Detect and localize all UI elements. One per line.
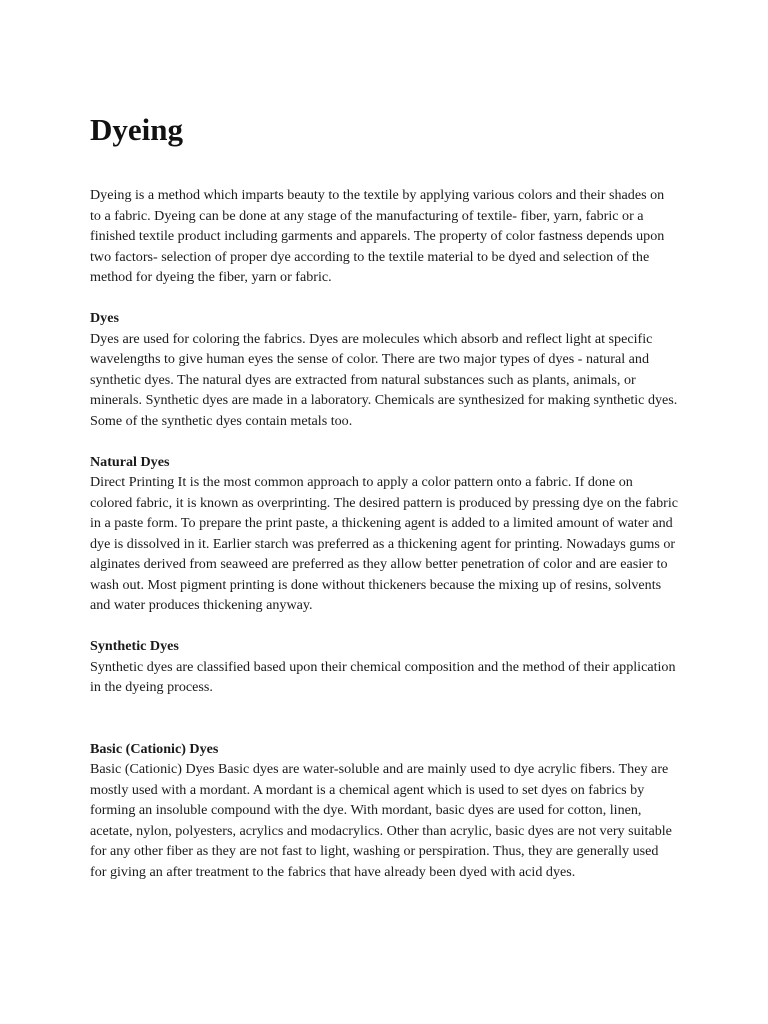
intro-paragraph: Dyeing is a method which imparts beauty to the textile by applying various colors and their shades on to a fabric. Dyeing can be done at any stage of the manufacturing of textile- fiber, yarn, fabric or a finished textile product including garments and apparels. The property of color fastness depends upon two factors- selection of proper dye according to the textile material to be dyed and selection of the method for dyeing the fiber, yarn or fabric. [90,187,665,285]
page-title: Dyeing [90,112,183,147]
section-synthetic-dyes [90,636,678,698]
section-natural-dyes [90,452,678,616]
section-body-natural-dyes: Direct Printing It is the most common approach to apply a color pattern onto a fabric. If done on colored fabric, it is known as overprinting. The desired pattern is produced by pressing dye on the fabric in a paste form. To prepare the print paste, a thickening agent is added to a limited amount of water and dye is dissolved in it. Earlier starch was preferred as a thickening agent for printing. Nowadays gums or alginates derived from seaweed are preferred as they allow better penetration of color and are easier to wash out. Most pigment printing is done without thickeners because the mixing up of resins, solvents and water produces thickening anyway. [90,474,678,613]
section-heading-natural-dyes: Natural Dyes [90,453,170,470]
section-dyes [90,308,678,431]
section-body-synthetic-dyes: Synthetic dyes are classified based upon their chemical composition and the method of their application in the dyeing process. [90,658,676,695]
section-heading-basic-cationic-dyes: Basic (Cationic) Dyes [90,740,219,757]
section-heading-synthetic-dyes: Synthetic Dyes [90,638,179,654]
section-body-dyes: Dyes are used for coloring the fabrics. Dyes are molecules which absorb and reflect light at specific wavelengths to give human eyes the sense of color. There are two major types of dyes - natural and synthetic dyes. The natural dyes are extracted from natural substances such as plants, animals, or minerals. Synthetic dyes are made in a laboratory. Chemicals are synthesized for making synthetic dyes. Some of the synthetic dyes contain metals too. [90,330,678,429]
section-body-basic-cationic-dyes: Basic (Cationic) Dyes Basic dyes are water-soluble and are mainly used to dye acrylic fibers. They are mostly used with a mordant. A mordant is a chemical agent which is used to set dyes on fabrics by forming an insoluble compound with the dye. With mordant, basic dyes are used for cotton, linen, acetate, nylon, polyesters, acrylics and modacrylics. Other than acrylic, basic dyes are not very suitable for any other fiber as they are not fast to light, washing or perspiration. Thus, they are generally used for giving an after treatment to the fabrics that have already been dyed with acid dyes. [90,761,672,880]
section-basic-cationic-dyes [90,739,678,883]
section-heading-dyes: Dyes [90,310,119,326]
